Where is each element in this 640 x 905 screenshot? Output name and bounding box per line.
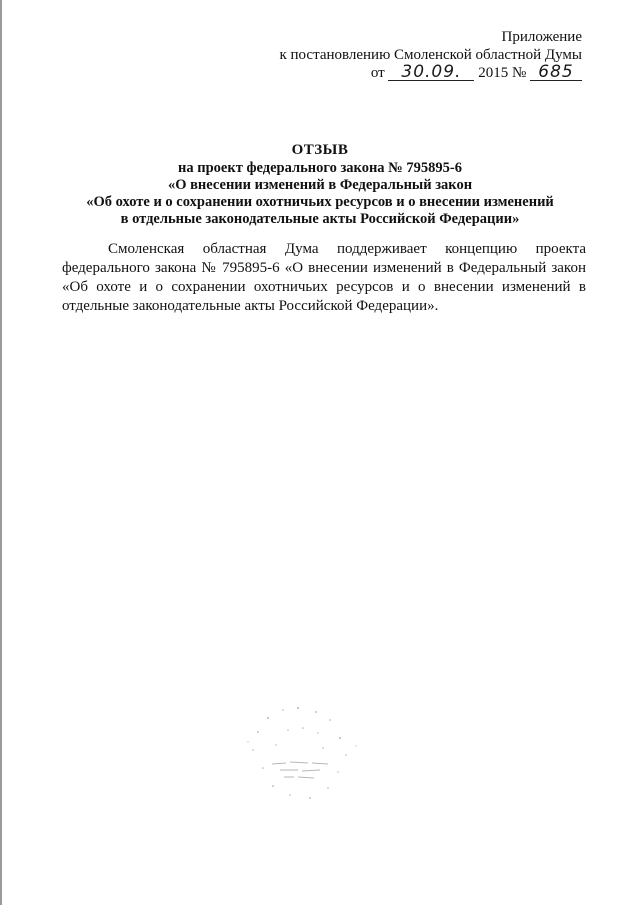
handwritten-date: 30.09. <box>388 65 474 81</box>
handwritten-number: 685 <box>530 65 582 81</box>
appendix-header <box>279 28 582 82</box>
title-line: «О внесении изменений в Федеральный закон <box>167 177 473 193</box>
title-line: на проект федерального закона № 795895-6 <box>178 160 462 176</box>
date-prefix: от <box>370 65 385 81</box>
year-number-label: 2015 № <box>478 65 527 81</box>
appendix-resolution-ref: к постановлению Смоленской областной Думы <box>279 47 582 63</box>
appendix-date-row <box>279 64 582 82</box>
appendix-label: Приложение <box>501 29 582 45</box>
title-line: в отдельные законодательные акты Российской Федерации» <box>120 211 520 227</box>
document-title-block <box>56 142 584 228</box>
document-title: ОТЗЫВ <box>291 142 349 158</box>
title-line: «Об охоте и о сохранении охотничьих ресурсов и о внесении изменений <box>86 194 554 210</box>
faded-seal-icon <box>228 700 378 820</box>
body-paragraph: Смоленская областная Дума поддерживает концепцию проекта федерального закона № 795895-6 «О внесении изменений в Федеральный закон «Об охоте и о сохранении охотничьих ресурсов и о внесении изменений в отдельные законодательные акты Российской Федерации». <box>62 241 586 314</box>
seal-speckle-icon <box>228 700 378 820</box>
page-edge-divider <box>0 0 2 905</box>
